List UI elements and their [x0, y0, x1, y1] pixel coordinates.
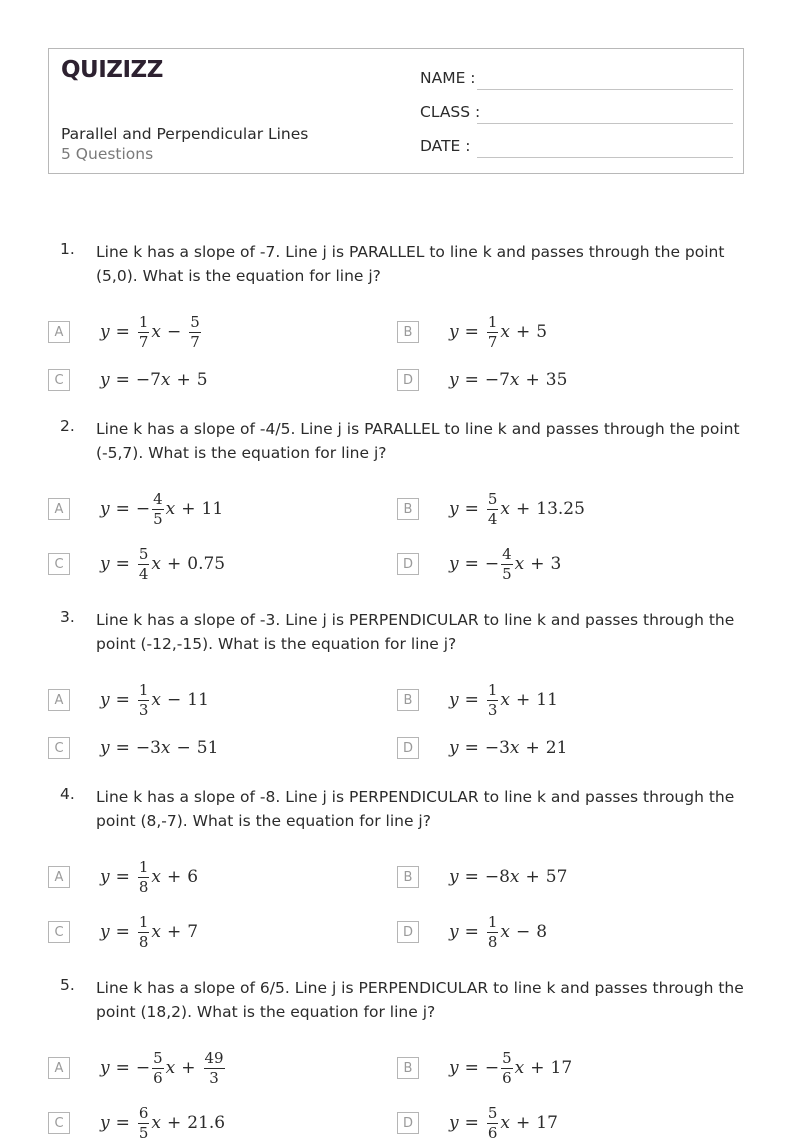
option-letter-box[interactable]: C: [48, 553, 70, 575]
term: −8: [484, 867, 510, 887]
operator: =: [115, 554, 130, 574]
operator: =: [115, 922, 130, 942]
question-text: Line k has a slope of -3. Line j is PERPENDICULAR to line k and passes through the point (-12,-15). What is the equation for line j?: [96, 611, 735, 653]
numerator: 1: [487, 912, 498, 931]
term: −: [484, 1058, 500, 1078]
question-text: Line k has a slope of -8. Line j is PERPENDICULAR to line k and passes through the point (8,-7). What is the equation for line j?: [96, 788, 735, 830]
term: 13.25: [536, 499, 585, 519]
operator: +: [181, 1058, 196, 1078]
numerator: 1: [487, 680, 498, 699]
term: 17: [550, 1058, 573, 1078]
operator: +: [525, 370, 540, 390]
operator: =: [115, 499, 130, 519]
option-letter-box[interactable]: D: [397, 737, 419, 759]
denominator: 5: [502, 564, 512, 583]
term: 21: [545, 738, 568, 758]
operator: −: [176, 738, 191, 758]
operator: +: [516, 1113, 531, 1133]
operator: +: [530, 554, 545, 574]
denominator: 5: [153, 509, 163, 528]
denominator: 7: [190, 332, 200, 351]
date-label: DATE :: [420, 137, 471, 155]
fraction: [487, 912, 499, 951]
class-line[interactable]: [477, 123, 733, 124]
operator: +: [167, 554, 182, 574]
variable: x: [151, 554, 161, 574]
variable: y: [449, 1113, 459, 1133]
operator: =: [464, 738, 479, 758]
question-number: 1.: [60, 240, 75, 258]
option-letter-box[interactable]: D: [397, 921, 419, 943]
numerator: 49: [204, 1048, 224, 1067]
variable: y: [449, 738, 459, 758]
term: −: [135, 1058, 151, 1078]
option-letter-box[interactable]: B: [397, 498, 419, 520]
option-letter-box[interactable]: B: [397, 866, 419, 888]
fraction: [204, 1048, 225, 1087]
question-text: Line k has a slope of -7. Line j is PARALLEL to line k and passes through the point (5,0). What is the equation for line j?: [96, 243, 725, 285]
option-equation: [100, 675, 209, 725]
option-letter-box[interactable]: C: [48, 1112, 70, 1134]
denominator: 6: [153, 1068, 163, 1087]
operator: −: [516, 922, 531, 942]
variable: x: [509, 370, 520, 390]
term: −: [484, 554, 500, 574]
term: −: [135, 499, 151, 519]
term: 7: [187, 922, 199, 942]
operator: =: [115, 1058, 130, 1078]
operator: +: [516, 322, 531, 342]
operator: +: [525, 867, 540, 887]
variable: x: [165, 499, 176, 519]
numerator: 5: [487, 1103, 498, 1122]
fraction: [138, 544, 150, 583]
fraction: [152, 489, 164, 528]
option-letter-box[interactable]: A: [48, 1057, 70, 1079]
denominator: 7: [487, 332, 498, 351]
term: −3: [484, 738, 510, 758]
option-equation: [100, 355, 208, 405]
operator: =: [464, 499, 479, 519]
variable: x: [160, 370, 171, 390]
variable: y: [449, 370, 459, 390]
operator: =: [464, 322, 479, 342]
variable: x: [151, 1113, 161, 1133]
question-number: 2.: [60, 417, 75, 435]
option-equation: [449, 539, 561, 589]
operator: +: [176, 370, 191, 390]
question-text: Line k has a slope of -4/5. Line j is PARALLEL to line k and passes through the point (-5,7). What is the equation for line j?: [96, 420, 740, 462]
option-equation: [449, 852, 567, 902]
term: 11: [536, 690, 558, 710]
operator: =: [115, 370, 130, 390]
variable: y: [100, 499, 110, 519]
numerator: 4: [153, 489, 163, 508]
option-letter-box[interactable]: B: [397, 321, 419, 343]
term: 17: [536, 1113, 558, 1133]
variable: y: [449, 322, 459, 342]
operator: =: [115, 1113, 130, 1133]
variable: y: [449, 690, 459, 710]
operator: =: [115, 690, 130, 710]
variable: x: [165, 1058, 176, 1078]
numerator: 5: [138, 544, 149, 563]
operator: =: [464, 370, 479, 390]
fraction: [138, 680, 150, 719]
variable: y: [100, 554, 110, 574]
variable: y: [449, 1058, 459, 1078]
option-letter-box[interactable]: C: [48, 369, 70, 391]
name-line[interactable]: [477, 89, 733, 90]
variable: x: [151, 867, 161, 887]
operator: −: [167, 322, 182, 342]
fraction: [487, 312, 499, 351]
variable: y: [100, 867, 110, 887]
numerator: 6: [138, 1103, 149, 1122]
variable: y: [449, 499, 459, 519]
date-line[interactable]: [477, 157, 733, 158]
operator: +: [167, 922, 182, 942]
numerator: 1: [138, 312, 149, 331]
term: 3: [550, 554, 562, 574]
term: 0.75: [187, 554, 226, 574]
option-equation: [449, 1098, 558, 1148]
numerator: 5: [153, 1048, 163, 1067]
question-text: Line k has a slope of 6/5. Line j is PERPENDICULAR to line k and passes through the point (18,2). What is the equation for line j?: [96, 979, 744, 1021]
option-equation: [449, 907, 547, 957]
option-letter-box[interactable]: C: [48, 921, 70, 943]
fraction: [487, 1103, 499, 1142]
question-count: 5 Questions: [61, 145, 154, 163]
option-equation: [100, 1098, 225, 1148]
option-equation: [100, 723, 218, 773]
option-letter-box[interactable]: D: [397, 553, 419, 575]
variable: y: [100, 370, 110, 390]
fraction: [138, 1103, 150, 1142]
fraction: [501, 544, 513, 583]
operator: +: [167, 1113, 182, 1133]
denominator: 4: [138, 564, 149, 583]
variable: x: [509, 738, 520, 758]
term: 5: [196, 370, 208, 390]
worksheet-header: [48, 48, 744, 174]
numerator: 4: [502, 544, 512, 563]
denominator: 4: [487, 509, 498, 528]
option-equation: [449, 484, 585, 534]
option-equation: [449, 307, 547, 357]
numerator: 5: [502, 1048, 512, 1067]
variable: y: [100, 690, 110, 710]
fraction: [138, 857, 150, 896]
denominator: 8: [138, 932, 149, 951]
variable: x: [500, 690, 510, 710]
option-letter-box[interactable]: D: [397, 369, 419, 391]
variable: x: [151, 690, 161, 710]
term: 35: [545, 370, 568, 390]
option-equation: [100, 307, 203, 357]
operator: =: [464, 1058, 479, 1078]
denominator: 8: [487, 932, 498, 951]
operator: +: [516, 690, 531, 710]
variable: y: [449, 867, 459, 887]
fraction: [487, 680, 499, 719]
option-equation: [100, 539, 225, 589]
term: 21.6: [187, 1113, 226, 1133]
term: 11: [201, 499, 224, 519]
variable: x: [500, 922, 510, 942]
option-equation: [100, 1043, 227, 1093]
term: −3: [135, 738, 161, 758]
operator: =: [464, 690, 479, 710]
denominator: 6: [487, 1123, 498, 1142]
operator: +: [167, 867, 182, 887]
operator: =: [115, 867, 130, 887]
operator: =: [115, 322, 130, 342]
term: 11: [187, 690, 209, 710]
option-equation: [449, 723, 567, 773]
variable: y: [100, 322, 110, 342]
denominator: 3: [209, 1068, 219, 1087]
numerator: 1: [138, 857, 149, 876]
variable: y: [449, 922, 459, 942]
numerator: 1: [138, 680, 149, 699]
term: 57: [545, 867, 568, 887]
variable: x: [514, 1058, 525, 1078]
name-label: NAME :: [420, 69, 476, 87]
operator: =: [464, 867, 479, 887]
term: −7: [135, 370, 161, 390]
fraction: [138, 312, 150, 351]
variable: x: [500, 1113, 510, 1133]
variable: x: [500, 499, 510, 519]
denominator: 6: [502, 1068, 512, 1087]
option-equation: [100, 852, 198, 902]
term: 5: [536, 322, 548, 342]
variable: y: [100, 738, 110, 758]
option-equation: [100, 907, 198, 957]
option-letter-box[interactable]: A: [48, 689, 70, 711]
operator: +: [181, 499, 196, 519]
numerator: 1: [487, 312, 498, 331]
option-letter-box[interactable]: D: [397, 1112, 419, 1134]
option-letter-box[interactable]: A: [48, 321, 70, 343]
numerator: 1: [138, 912, 149, 931]
fraction: [501, 1048, 513, 1087]
operator: +: [516, 499, 531, 519]
numerator: 5: [190, 312, 200, 331]
option-letter-box[interactable]: B: [397, 1057, 419, 1079]
variable: x: [514, 554, 525, 574]
variable: x: [151, 322, 161, 342]
variable: y: [449, 554, 459, 574]
option-letter-box[interactable]: C: [48, 737, 70, 759]
term: 6: [187, 867, 199, 887]
variable: y: [100, 1058, 110, 1078]
question-number: 3.: [60, 608, 75, 626]
option-letter-box[interactable]: B: [397, 689, 419, 711]
option-equation: [100, 484, 223, 534]
variable: y: [100, 1113, 110, 1133]
option-equation: [449, 675, 558, 725]
fraction: [189, 312, 201, 351]
worksheet-title: Parallel and Perpendicular Lines: [61, 125, 309, 143]
denominator: 8: [138, 877, 149, 896]
numerator: 5: [487, 489, 498, 508]
term: 51: [196, 738, 219, 758]
term: 8: [536, 922, 548, 942]
variable: x: [500, 322, 510, 342]
denominator: 7: [138, 332, 149, 351]
variable: x: [160, 738, 171, 758]
operator: +: [525, 738, 540, 758]
option-letter-box[interactable]: A: [48, 866, 70, 888]
fraction: [138, 912, 150, 951]
option-equation: [449, 355, 567, 405]
operator: =: [464, 1113, 479, 1133]
variable: y: [100, 922, 110, 942]
denominator: 3: [487, 700, 498, 719]
operator: =: [464, 922, 479, 942]
question-number: 4.: [60, 785, 75, 803]
fraction: [152, 1048, 164, 1087]
variable: x: [509, 867, 520, 887]
term: −7: [484, 370, 510, 390]
fraction: [487, 489, 499, 528]
operator: =: [464, 554, 479, 574]
option-equation: [449, 1043, 572, 1093]
operator: −: [167, 690, 182, 710]
variable: x: [151, 922, 161, 942]
denominator: 3: [138, 700, 149, 719]
operator: +: [530, 1058, 545, 1078]
denominator: 5: [138, 1123, 149, 1142]
operator: =: [115, 738, 130, 758]
option-letter-box[interactable]: A: [48, 498, 70, 520]
class-label: CLASS :: [420, 103, 481, 121]
question-number: 5.: [60, 976, 75, 994]
quizizz-logo: QUIZIZZ: [61, 57, 163, 83]
